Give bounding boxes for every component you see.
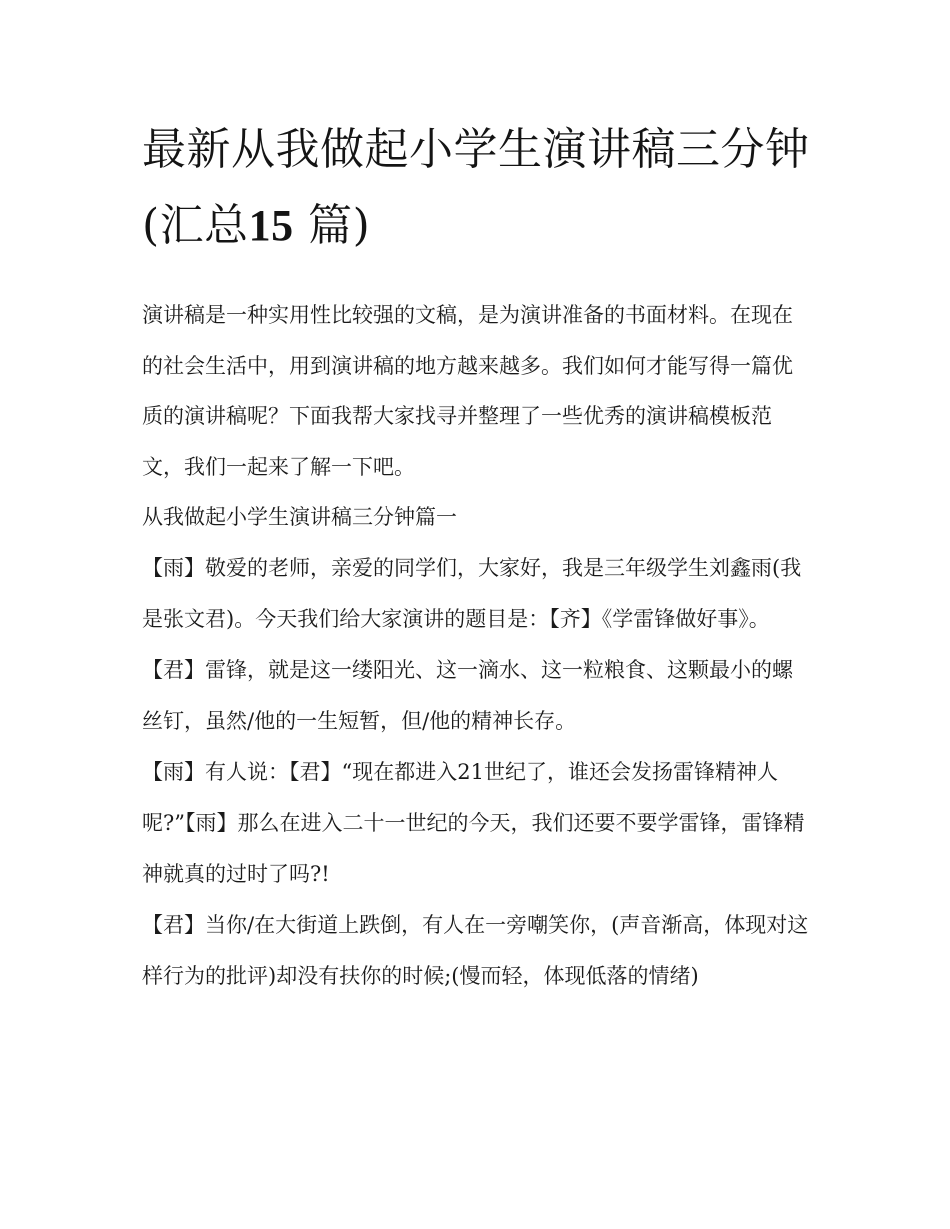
body-paragraph-4: 【君】当你/在大街道上跌倒，有人在一旁嘲笑你，(声音渐高，体现对这样行为的批评)却没有扶你的时候;(慢而轻，体现低落的情绪) [142,913,809,988]
title-text-main: 最新从我做起小学生演讲稿三分钟(汇总 [142,124,810,251]
title-number: 15 [248,201,294,250]
body-paragraph-1: 【雨】敬爱的老师，亲爱的同学们，大家好，我是三年级学生刘鑫雨(我是张文君)。今天我们给大家演讲的题目是：【齐】《学雷锋做好事》。 [142,556,802,631]
document-page [142,112,812,1002]
body-paragraph-3: 【雨】有人说：【君】“现在都进入21世纪了，谁还会发扬雷锋精神人呢?”【雨】那么在进入二十一世纪的今天，我们还要不要学雷锋，雷锋精神就真的过时了吗?! [142,760,805,886]
title-text-tail: 篇) [308,200,371,251]
body-paragraph-2: 【君】雷锋，就是这一缕阳光、这一滴水、这一粒粮食、这颗最小的螺丝钉，虽然/他的一生短暂，但/他的精神长存。 [142,658,793,733]
document-title [142,112,812,264]
section-heading: 从我做起小学生演讲稿三分钟篇一 [142,505,457,529]
intro-paragraph: 演讲稿是一种实用性比较强的文稿，是为演讲准备的书面材料。在现在的社会生活中，用到演讲稿的地方越来越多。我们如何才能写得一篇优质的演讲稿呢？下面我帮大家找寻并整理了一些优秀的演讲稿模板范文，我们一起来了解一下吧。 [142,303,793,479]
